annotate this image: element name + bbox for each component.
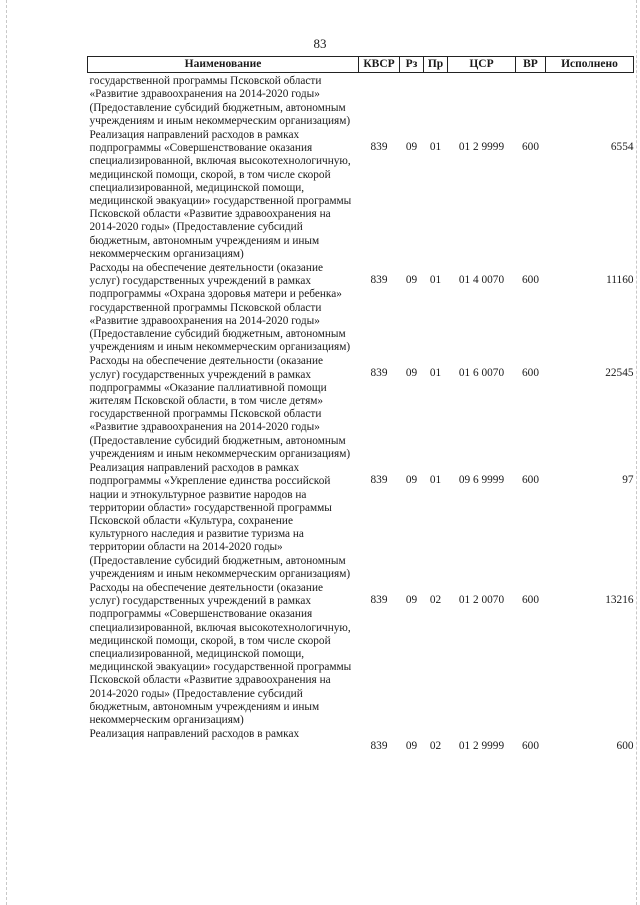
row-kvsr: 839	[370, 593, 388, 606]
header-vr: ВР	[516, 57, 546, 73]
row-executed: 600	[616, 740, 634, 753]
header-kvsr: КВСР	[359, 57, 400, 73]
scan-edge-left	[6, 0, 7, 905]
header-csr: ЦСР	[448, 57, 516, 73]
table-row	[88, 261, 634, 354]
row-csr: 01 6 0070	[458, 367, 505, 380]
row-rz: 09	[405, 141, 418, 154]
row-kvsr: 839	[370, 740, 388, 753]
budget-table	[87, 56, 634, 753]
row-pr: 01	[429, 274, 442, 287]
row-kvsr: 839	[370, 141, 388, 154]
row-csr: 01 2 9999	[458, 740, 505, 753]
row-kvsr: 839	[370, 274, 388, 287]
header-executed: Исполнено	[546, 57, 634, 73]
row-name: Расходы на обеспечение деятельности (оказание услуг) государственных учреждений в рамках подпрограммы «Совершенствование оказания специализированной, включая высокотехнологичную, медицинской помощи, скорой, в том числе скорой специализированной, медицинской помощи, медицинской эвакуации» государственной программы Псковской области «Развитие здравоохранения на 2014-2020 годы» (Предоставление субсидий бюджетным, автономным учреждениям и иным некоммерческим организациям)	[89, 581, 352, 726]
row-vr: 600	[522, 141, 539, 154]
header-pr: Пр	[424, 57, 448, 73]
row-csr: 01 2 9999	[458, 141, 505, 154]
row-csr: 09 6 9999	[458, 474, 505, 487]
row-rz: 09	[405, 367, 418, 380]
row-executed: 6554	[610, 141, 634, 154]
row-vr: 600	[522, 367, 539, 380]
row-executed: 11160	[606, 274, 634, 287]
row-name: Расходы на обеспечение деятельности (оказание услуг) государственных учреждений в рамках подпрограммы «Охрана здоровья матери и ребенка» государственной программы Псковской области «Развитие здравоохранения на 2014-2020 годы» (Предоставление субсидий бюджетным, автономным учреждениям и иным некоммерческим организациям)	[89, 262, 351, 354]
row-vr: 600	[522, 474, 539, 487]
table-row-continuation	[88, 73, 634, 128]
row-vr: 600	[522, 740, 539, 753]
row-executed: 22545	[605, 367, 634, 380]
row-name: Реализация направлений расходов в рамках подпрограммы «Укрепление единства российской нации и этнокультурное развитие народов на территории области» государственной программы Псковской области «Культура, сохранение культурного наследия и развитие туризма на территории области на 2014-2020 годы» (Предоставление субсидий бюджетным, автономным учреждениям и иным некоммерческим организациям)	[89, 462, 351, 580]
row-executed: 97	[622, 474, 634, 487]
row-vr: 600	[522, 274, 539, 287]
page-number: 83	[313, 36, 327, 51]
row-csr: 01 4 0070	[458, 274, 505, 287]
row-pr: 02	[429, 740, 442, 753]
row-rz: 09	[405, 474, 418, 487]
row-pr: 01	[429, 141, 442, 154]
row-executed: 13216	[605, 593, 634, 606]
row-pr: 01	[429, 474, 442, 487]
row-rz: 09	[405, 274, 418, 287]
row-pr: 01	[429, 367, 442, 380]
row-name: Реализация направлений расходов в рамках подпрограммы «Совершенствование оказания специализированной, включая высокотехнологичную, медицинской помощи, скорой, в том числе скорой специализированной, медицинской помощи, медицинской эвакуации» государственной программы Псковской области «Развитие здравоохранения на 2014-2020 годы» (Предоставление субсидий бюджетным, автономным учреждениям и иным некоммерческим организациям)	[89, 129, 352, 260]
row-name: государственной программы Псковской области «Развитие здравоохранения на 2014-2020 годы» (Предоставление субсидий бюджетным, автономным учреждениям и иным некоммерческим организациям)	[89, 75, 351, 127]
table-row	[88, 727, 634, 753]
row-vr: 600	[522, 593, 539, 606]
header-rz: Рз	[400, 57, 424, 73]
table-header-row	[88, 57, 634, 73]
row-pr: 02	[429, 593, 442, 606]
row-name: Реализация направлений расходов в рамках	[89, 728, 300, 741]
header-name: Наименование	[88, 57, 359, 73]
table-row	[88, 354, 634, 461]
table-row	[88, 461, 634, 581]
row-kvsr: 839	[370, 367, 388, 380]
row-csr: 01 2 0070	[458, 593, 505, 606]
table-row	[88, 128, 634, 261]
scan-edge-right	[636, 0, 637, 905]
row-rz: 09	[405, 740, 418, 753]
table-row	[88, 581, 634, 727]
row-rz: 09	[405, 593, 418, 606]
row-kvsr: 839	[370, 474, 388, 487]
row-name: Расходы на обеспечение деятельности (оказание услуг) государственных учреждений в рамках подпрограммы «Оказание паллиативной помощи жителям Псковской области, в том числе детям» государственной программы Псковской области «Развитие здравоохранения на 2014-2020 годы» (Предоставление субсидий бюджетным, автономным учреждениям и иным некоммерческим организациям)	[89, 355, 351, 460]
